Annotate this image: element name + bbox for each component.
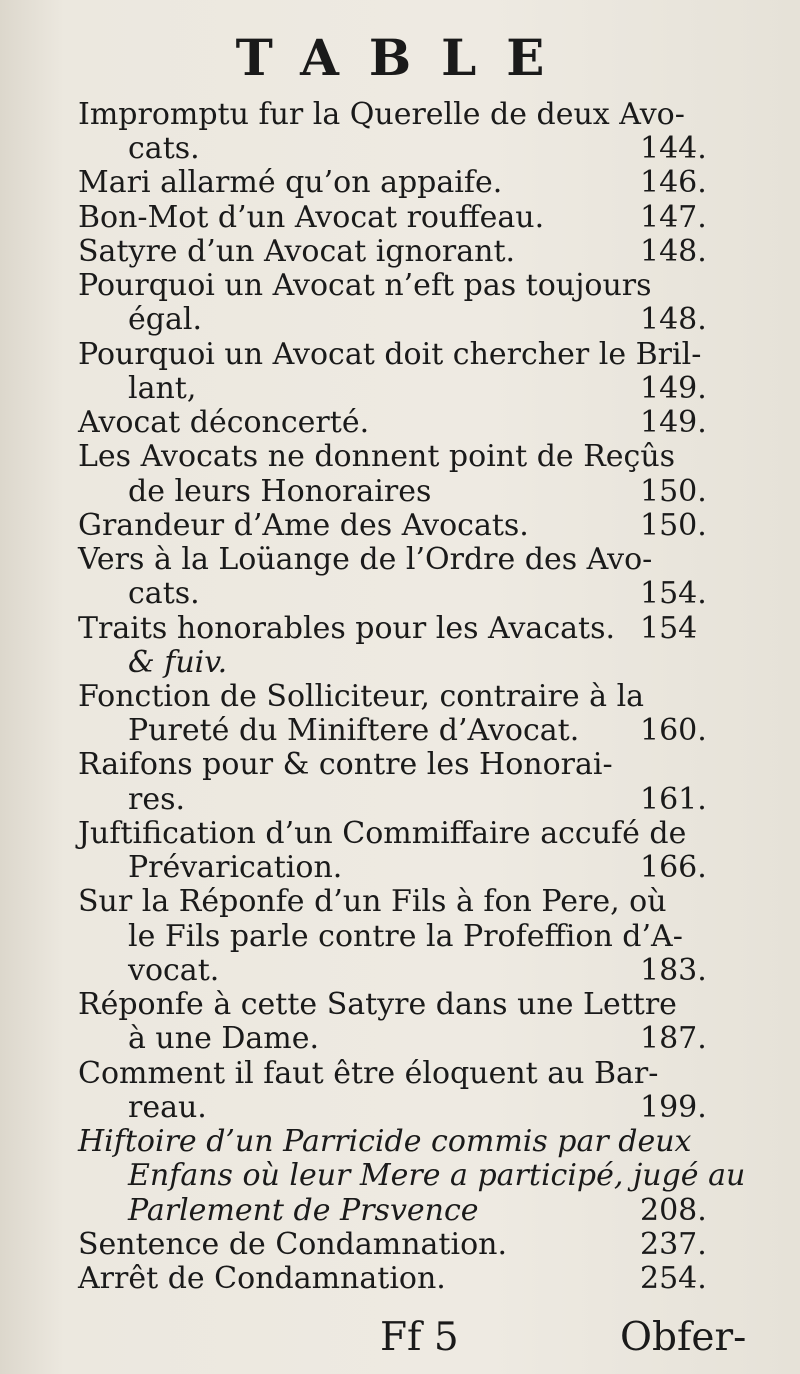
entry-text: Bon-Mot d’un Avocat rouffeau.: [78, 200, 545, 235]
toc-line: [0, 543, 800, 577]
entry-page: 187.: [640, 1021, 707, 1056]
entry-text: Les Avocats ne donnent point de Reçûs: [78, 439, 676, 474]
toc-line: [0, 748, 800, 782]
toc-line: [0, 954, 800, 988]
entry-page: 148.: [640, 302, 707, 337]
toc-line: [0, 509, 800, 543]
toc-line: [0, 817, 800, 851]
entry-page: 150.: [640, 474, 707, 509]
entry-text: Raifons pour & contre les Honorai-: [78, 747, 613, 782]
toc-line: [0, 1091, 800, 1125]
toc-line: [0, 406, 800, 440]
toc-line: [0, 269, 800, 303]
entry-page: 254.: [640, 1261, 707, 1296]
entry-text: Satyre d’un Avocat ignorant.: [78, 234, 516, 269]
entry-text: cats.: [128, 131, 200, 166]
entry-text: Sentence de Condamnation.: [78, 1227, 507, 1262]
entry-text: Comment il faut être éloquent au Bar-: [78, 1056, 659, 1091]
toc-line: [0, 988, 800, 1022]
entry-text: Mari allarmé qu’on appaife.: [78, 165, 503, 200]
toc-line: [0, 303, 800, 337]
entry-text: Vers à la Loüange de l’Ordre des Avo-: [78, 542, 653, 577]
toc-line: [0, 98, 800, 132]
toc-line: [0, 338, 800, 372]
toc-line: [0, 235, 800, 269]
entry-page: 149.: [640, 371, 707, 406]
toc-line: [0, 166, 800, 200]
toc-line: [0, 680, 800, 714]
toc-line: [0, 1022, 800, 1056]
toc-line: [0, 475, 800, 509]
entry-text: cats.: [128, 576, 200, 611]
toc-line: [0, 851, 800, 885]
entry-text: res.: [128, 782, 186, 817]
toc-line: [0, 783, 800, 817]
toc-line: [0, 1228, 800, 1262]
page-header: TABLE: [235, 28, 575, 87]
entry-page: 146.: [640, 165, 707, 200]
entry-page: 147.: [640, 200, 707, 235]
entry-text: Fonction de Solliciteur, contraire à la: [78, 679, 645, 714]
entry-text: Enfans où leur Mere a participé, jugé au: [128, 1158, 746, 1193]
entry-page: 149.: [640, 405, 707, 440]
toc-line: [0, 1262, 800, 1296]
toc-line: [0, 885, 800, 919]
entry-page: 161.: [640, 782, 707, 817]
toc-line: [0, 372, 800, 406]
entry-text: Pureté du Miniftere d’Avocat.: [128, 713, 580, 748]
entry-text: Avocat déconcerté.: [78, 405, 370, 440]
entry-text: Pourquoi un Avocat n’eft pas toujours: [78, 268, 652, 303]
entry-page: 148.: [640, 234, 707, 269]
entry-text: vocat.: [128, 953, 220, 988]
entry-text: Traits honorables pour les Avacats.: [78, 611, 615, 646]
signature-mark: Ff 5: [380, 1315, 459, 1360]
entry-text: Parlement de Prsvence: [128, 1193, 479, 1228]
toc-line: [0, 714, 800, 748]
entry-text: Pourquoi un Avocat doit chercher le Bril-: [78, 337, 702, 372]
toc-line: [0, 612, 800, 646]
entry-page: 199.: [640, 1090, 707, 1125]
entry-text: Prévarication.: [128, 850, 343, 885]
toc-line: [0, 1125, 800, 1159]
toc-line: [0, 1159, 800, 1193]
entry-text: reau.: [128, 1090, 207, 1125]
entry-text: à une Dame.: [128, 1021, 320, 1056]
entry-page: 183.: [640, 953, 707, 988]
entry-page: 237.: [640, 1227, 707, 1262]
toc-line: [0, 1194, 800, 1228]
entry-text: & fuiv.: [128, 645, 228, 680]
toc-line: [0, 920, 800, 954]
entry-text: Impromptu fur la Querelle de deux Avo-: [78, 97, 685, 132]
toc-line: [0, 1057, 800, 1091]
toc-line: [0, 577, 800, 611]
entry-text: Juftification d’un Commiffaire accufé de: [78, 816, 687, 851]
entry-text: de leurs Honoraires: [128, 474, 432, 509]
entry-text: lant,: [128, 371, 197, 406]
entry-page: 154.: [640, 576, 707, 611]
catchword: Obfer-: [620, 1315, 747, 1360]
entry-page: 166.: [640, 850, 707, 885]
toc-line: [0, 440, 800, 474]
toc-line: [0, 201, 800, 235]
entry-text: Grandeur d’Ame des Avocats.: [78, 508, 529, 543]
entry-page: 144.: [640, 131, 707, 166]
entry-text: Sur la Réponfe d’un Fils à fon Pere, où: [78, 884, 667, 919]
entry-page: 160.: [640, 713, 707, 748]
entry-text: le Fils parle contre la Profeffion d’A-: [128, 919, 683, 954]
entry-page: 150.: [640, 508, 707, 543]
entry-page: 208.: [640, 1193, 707, 1228]
entry-text: égal.: [128, 302, 202, 337]
entry-text: Réponfe à cette Satyre dans une Lettre: [78, 987, 677, 1022]
entry-text: Hiftoire d’un Parricide commis par deux: [78, 1124, 692, 1159]
toc-line: [0, 646, 800, 680]
entry-text: Arrêt de Condamnation.: [78, 1261, 446, 1296]
toc-line: [0, 132, 800, 166]
entry-page: 154: [640, 611, 698, 646]
